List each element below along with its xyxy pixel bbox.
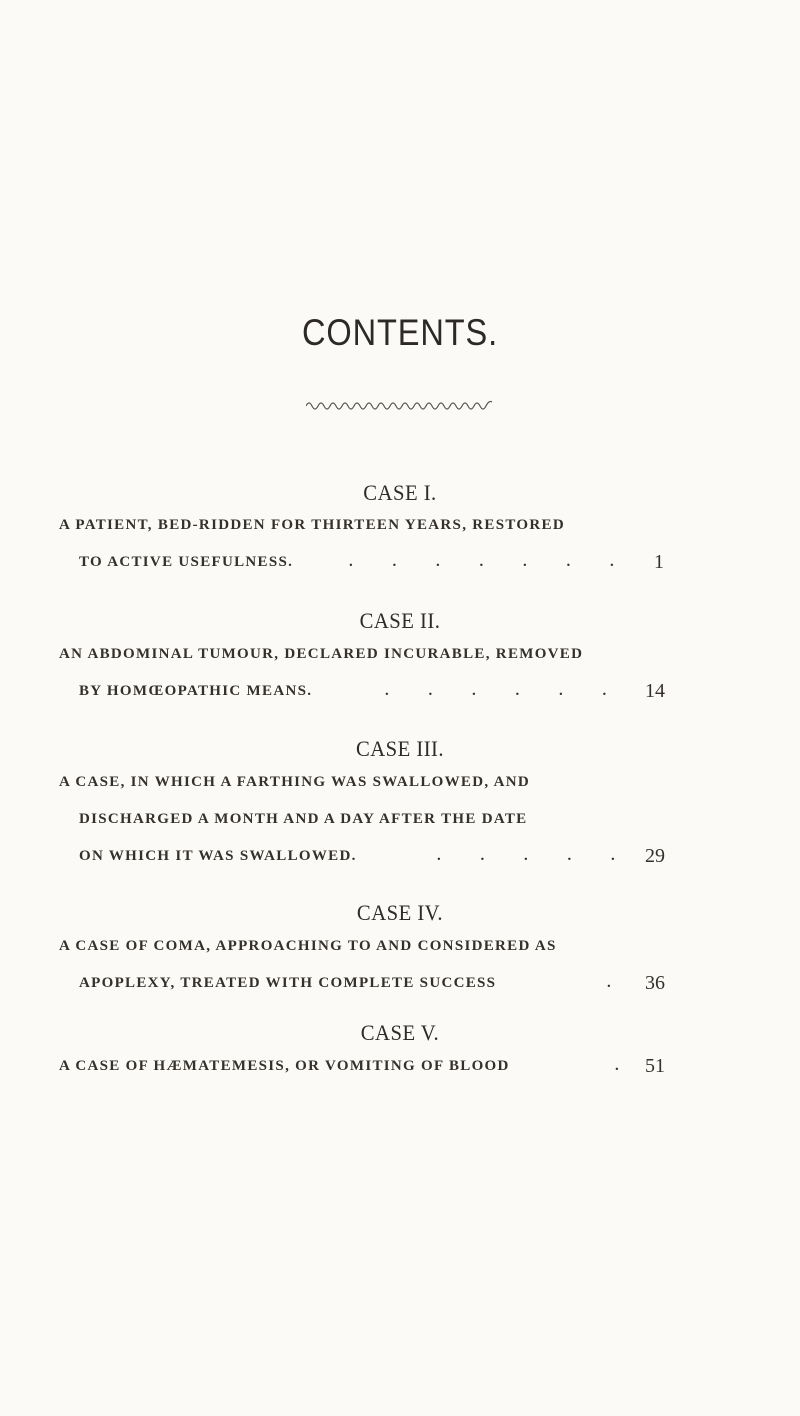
case-1 bbox=[0, 480, 800, 506]
entry-line: APOPLEXY, TREATED WITH COMPLETE SUCCESS bbox=[79, 975, 497, 991]
entry-line-last bbox=[59, 838, 665, 875]
case-3 bbox=[0, 736, 800, 762]
case-heading: CASE V. bbox=[360, 1020, 440, 1045]
entry-line: TO ACTIVE USEFULNESS. bbox=[79, 554, 294, 570]
entry-line: BY HOMŒOPATHIC MEANS. bbox=[79, 683, 313, 699]
entry-line: A PATIENT, BED-RIDDEN FOR THIRTEEN YEARS, RESTORED bbox=[59, 517, 565, 533]
page-number: 36 bbox=[645, 972, 665, 994]
dot-leader: . . . . . . bbox=[385, 683, 625, 699]
entry-line-last bbox=[59, 965, 665, 1002]
page-title: CONTENTS. bbox=[301, 312, 499, 353]
case-heading: CASE III. bbox=[355, 736, 445, 761]
entry-line-last bbox=[59, 673, 665, 710]
case-2 bbox=[0, 608, 800, 634]
entry-line: A CASE OF COMA, APPROACHING TO AND CONSIDERED AS bbox=[59, 938, 557, 954]
case-heading: CASE II. bbox=[359, 608, 441, 633]
page-number: 51 bbox=[645, 1055, 665, 1077]
dot-leader: . . . . . . . bbox=[349, 554, 632, 570]
entry-line-last bbox=[59, 544, 664, 581]
case-4 bbox=[0, 900, 800, 926]
case-5-entry bbox=[59, 1048, 665, 1085]
wavy-rule-ornament bbox=[306, 398, 494, 410]
entry-line: A CASE, IN WHICH A FARTHING WAS SWALLOWED, AND bbox=[59, 774, 531, 790]
page-number: 1 bbox=[654, 551, 664, 573]
case-heading: CASE IV. bbox=[356, 900, 444, 925]
case-5 bbox=[0, 1020, 800, 1046]
entry-line-last bbox=[59, 1048, 665, 1085]
entry-line: DISCHARGED A MONTH AND A DAY AFTER THE DATE bbox=[79, 811, 528, 827]
dot-leader: . . . . . bbox=[437, 848, 633, 864]
case-4-entry bbox=[59, 928, 665, 1002]
dot-leader: . bbox=[615, 1058, 637, 1074]
case-1-entry bbox=[59, 507, 664, 581]
entry-line: ON WHICH IT WAS SWALLOWED. bbox=[79, 848, 357, 864]
case-heading: CASE I. bbox=[363, 480, 437, 505]
dot-leader: . bbox=[607, 975, 629, 991]
entry-line: A CASE OF HÆMATEMESIS, OR VOMITING OF BLOOD bbox=[59, 1058, 510, 1074]
case-3-entry bbox=[59, 764, 665, 875]
case-2-entry bbox=[59, 636, 665, 710]
entry-line: AN ABDOMINAL TUMOUR, DECLARED INCURABLE, REMOVED bbox=[59, 646, 584, 662]
page-number: 14 bbox=[645, 680, 665, 702]
page-number: 29 bbox=[645, 845, 665, 867]
